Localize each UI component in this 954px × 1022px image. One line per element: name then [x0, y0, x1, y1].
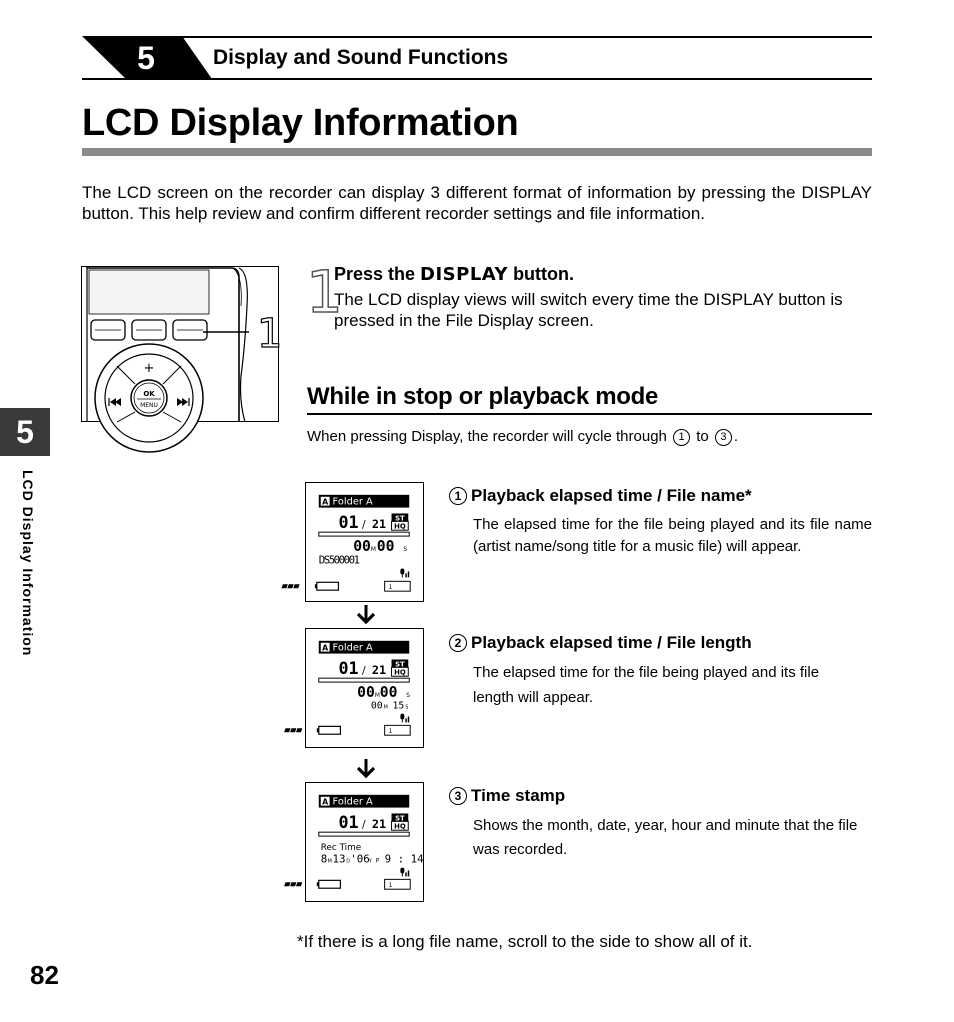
svg-text:00: 00 — [370, 700, 383, 712]
down-arrow-icon — [355, 605, 377, 625]
page-title: LCD Display Information — [82, 102, 519, 144]
circled-number: 3 — [449, 787, 467, 805]
svg-text:13: 13 — [332, 852, 346, 866]
svg-text:M: M — [383, 704, 388, 711]
item-1-body: The elapsed time for the file being played and its file name (artist name/song title for a music file) will appear. — [473, 516, 872, 555]
svg-text:D: D — [346, 858, 351, 865]
item-3-heading — [449, 785, 565, 807]
svg-text:ST: ST — [395, 660, 405, 669]
item-3-body: Shows the month, date, year, hour and minute that the file was recorded. — [473, 817, 858, 858]
svg-text:M: M — [374, 692, 380, 699]
mic-icon — [400, 868, 409, 877]
desc-after: . — [733, 428, 739, 445]
lcd-file-name: DS500001 — [318, 553, 361, 567]
item-title: Playback elapsed time / File name* — [471, 486, 752, 505]
svg-text:00: 00 — [379, 683, 398, 701]
menu-label: MENU — [140, 402, 158, 409]
mic-icon — [400, 569, 409, 578]
svg-text:A: A — [322, 643, 329, 653]
svg-text:Folder A: Folder A — [332, 642, 373, 654]
svg-text:9 : 14: 9 : 14 — [384, 852, 424, 866]
svg-text:S: S — [403, 546, 408, 553]
svg-text:P: P — [375, 858, 380, 865]
page-number: 82 — [30, 960, 59, 990]
step-head-after: button. — [508, 264, 575, 284]
lcd-screen-2 — [305, 628, 424, 748]
svg-text:01: 01 — [338, 812, 359, 833]
svg-text:ST: ST — [395, 514, 405, 523]
battery-icon — [284, 880, 340, 888]
chapter-number: 5 — [137, 40, 155, 76]
svg-text:'06: '06 — [350, 852, 370, 866]
svg-text:Y: Y — [368, 858, 372, 865]
title-underline — [82, 148, 872, 156]
circled-number-1: 1 — [673, 429, 690, 446]
lcd-screen-1 — [305, 482, 424, 602]
circled-number: 1 — [449, 487, 467, 505]
svg-text:/: / — [362, 818, 366, 832]
mic-icon — [400, 714, 409, 723]
item-2-heading — [449, 632, 752, 654]
battery-icon — [284, 726, 340, 734]
desc-mid: to — [692, 428, 713, 445]
chapter-rule-top — [182, 36, 872, 38]
subsection-rule — [307, 413, 872, 415]
lcd-screen-3 — [305, 782, 424, 902]
svg-text:HQ: HQ — [394, 668, 406, 677]
svg-text:A: A — [322, 797, 329, 807]
step-number-1 — [304, 258, 343, 326]
device-callout-number: 1 — [257, 311, 283, 357]
svg-text:ST: ST — [395, 814, 405, 823]
svg-text:/: / — [362, 518, 366, 532]
side-chapter-label — [8, 470, 48, 690]
svg-text:1: 1 — [388, 729, 393, 736]
chapter-title: Display and Sound Functions — [213, 46, 509, 69]
display-key-label: DISPLAY — [420, 264, 509, 285]
svg-text:1: 1 — [388, 883, 393, 890]
lcd-rec-time: Rec Time — [320, 842, 362, 853]
svg-text:M: M — [327, 858, 332, 865]
item-title: Time stamp — [471, 786, 566, 805]
down-arrow-icon — [355, 759, 377, 779]
svg-text:M: M — [370, 546, 376, 553]
svg-text:HQ: HQ — [394, 522, 406, 531]
step-number-text: 1 — [306, 258, 343, 326]
intro-paragraph: The LCD screen on the recorder can display 3 different format of information by pressing the DISPLAY button. This help review and confirm different recorder settings and file information. — [82, 183, 872, 223]
svg-text:HQ: HQ — [394, 822, 406, 831]
svg-text:A: A — [322, 497, 329, 507]
item-1-heading — [449, 485, 752, 507]
item-title: Playback elapsed time / File length — [471, 633, 752, 652]
circled-number-3: 3 — [715, 429, 732, 446]
recorder-illustration — [81, 266, 283, 422]
footnote: *If there is a long file name, scroll to the side to show all of it. — [297, 932, 753, 951]
step-body: The LCD display views will switch every time the DISPLAY button is pressed in the File Display screen. — [334, 290, 843, 330]
step-head-before: Press the — [334, 264, 421, 284]
chapter-rule-bottom — [82, 78, 872, 80]
side-chapter-tab: 5 — [0, 408, 50, 456]
lcd-total: 21 — [371, 517, 387, 532]
svg-text:15: 15 — [392, 700, 405, 712]
svg-text:S: S — [405, 704, 409, 711]
svg-text:00: 00 — [376, 537, 395, 555]
desc-before: When pressing Display, the recorder will cycle through — [307, 428, 672, 445]
svg-text:8: 8 — [320, 852, 328, 866]
lcd-folder: Folder A — [332, 496, 373, 508]
step-heading — [334, 263, 574, 286]
subsection-description — [307, 427, 738, 447]
svg-text:21: 21 — [371, 817, 387, 832]
svg-text:21: 21 — [371, 663, 387, 678]
svg-text:00: 00 — [357, 683, 375, 701]
svg-text:/: / — [362, 664, 366, 678]
item-2-body: The elapsed time for the file being played and its file length will appear. — [473, 664, 820, 706]
ok-label: OK — [143, 390, 155, 398]
side-label-text: LCD Display Information — [20, 470, 36, 657]
circled-number: 2 — [449, 634, 467, 652]
plus-label: + — [143, 361, 155, 376]
svg-text:01: 01 — [338, 658, 359, 679]
svg-text:S: S — [406, 692, 411, 699]
svg-text:1: 1 — [388, 585, 393, 592]
battery-icon — [281, 582, 338, 590]
subsection-title: While in stop or playback mode — [307, 383, 659, 410]
svg-text:Folder A: Folder A — [332, 796, 373, 808]
lcd-file-no: 01 — [338, 512, 359, 533]
svg-text:00: 00 — [353, 537, 371, 555]
